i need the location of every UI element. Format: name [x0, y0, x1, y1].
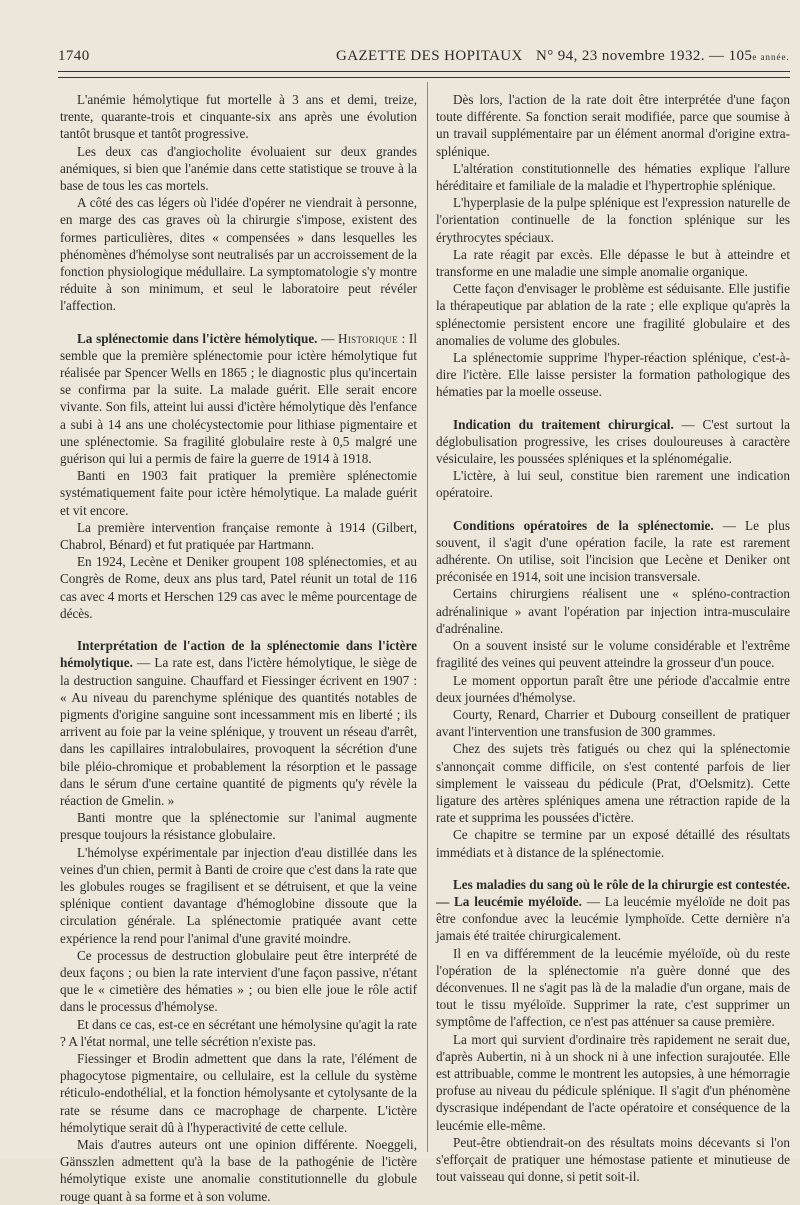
section-text: : Il semble que la première splénectomie pour ictère hémolytique fut réalisée par Spencer Wells en 1865 ; le diagnostic plus qu'incertain se confirma par la suite. La malade guérit. Elle serait encore vivante. Son fils, atteint lui aussi d'ictère hémolytique dès l'enfance a subi à 14 ans une cholécystectomie pour lithiase pigmentaire et une splénectomie. Sa fragilité globulaire reste à 0,5 malgré une guérison qui lui a permis de faire la guerre de 1914 à 1918. — [60, 330, 417, 467]
section-heading: Les maladies du sang où le rôle de la chirurgie est contestée. — La leucémie myéloïde. — [436, 876, 790, 909]
issue-line — [536, 48, 790, 65]
section-paragraph — [60, 637, 417, 809]
section-paragraph — [436, 416, 790, 468]
paragraph: Cette façon d'envisager le problème est séduisante. Elle justifie la thérapeutique par ablation de la rate ; elle explique qu'après la splénectomie persistent encore une fragilité globulaire et des anomalies de volume des globules. — [436, 281, 790, 348]
journal-title: GAZETTE DES HOPITAUX — [336, 48, 523, 64]
issue-date: N° 94, 23 novembre 1932. — 105 — [536, 48, 753, 64]
paragraph: Mais d'autres auteurs ont une opinion différente. Noeggeli, Gänsszlen admettent qu'à la base de la pathogénie de l'ictère hémolytique existe une anomalie constitutionnelle du globule rouge quant à sa forme et à son volume. — [60, 1136, 417, 1204]
paragraph: La rate réagit par excès. Elle dépasse le but à atteindre et transforme en une maladie une simple anomalie organique. — [436, 246, 790, 280]
section-paragraph — [436, 876, 790, 945]
issue-suffix: e année. — [752, 52, 790, 62]
paragraph: L'hyperplasie de la pulpe splénique est l'expression naturelle de l'orientation continuelle de la fonction splénique sur les érythrocytes spéciaux. — [436, 195, 790, 245]
paragraph: Dès lors, l'action de la rate doit être interprétée d'une façon toute différente. Sa fonction serait modifiée, parce que soumise à un travail supplémentaire par un élément anormal d'origine extra-splénique. — [436, 92, 790, 159]
paragraph: L'hémolyse expérimentale par injection d'eau distillée dans les veines d'un chien, permit à Banti de croire que c'est dans la rate que les globules rouges se fragilisent et se détruisent, et que la veine splénique contient davantage d'hémoglobine dissoute que la circulation générale. La splénectomie pratiquée avant cette expérience la rend pour l'animal d'une gravité moindre. — [60, 844, 418, 946]
paragraph: Fiessinger et Brodin admettent que dans la rate, l'élément de phagocytose pigmentaire, ou cellulaire, est la cellule du système réticulo-endothélial, et la fonction hémolysante et cytolysante de la rate se résume dans ce macrophage de charpente. L'ictère hémolytique serait dû à l'hyperactivité de cette cellule. — [60, 1050, 417, 1135]
header-rule-double — [58, 77, 790, 78]
section-heading: Interprétation de l'action de la splénectomie dans l'ictère hémolytique. — [60, 638, 417, 671]
left-column — [60, 91, 417, 1205]
paragraph: La splénectomie supprime l'hyper-réaction splénique, c'est-à-dire l'ictère. Elle laisse persister la formation pathologique des hématies par la moelle osseuse. — [436, 350, 790, 400]
paragraph: Peut-être obtiendrait-on des résultats moins décevants si l'on s'efforçait de pratiquer une hémostase patiente et minutieuse de tout vaisseau qui donne, si petit soit-il. — [436, 1134, 790, 1185]
page-header — [58, 42, 790, 64]
paragraph: L'ictère, à lui seul, constitue bien rarement une indication opératoire. — [436, 468, 790, 501]
paragraph: Banti en 1903 fait pratiquer la première splénectomie systématiquement faite pour ictère hémolytique. La malade guérit et vit encore. — [60, 468, 417, 518]
paragraph: Ce processus de destruction globulaire peut être interprété de deux façons ; ou bien la rate intervient d'une façon passive, n'étant que le « cimetière des hématies » ; ou bien elle joue le rôle actif dans le processus d'hémolyse. — [60, 947, 417, 1015]
section-text: — La rate est, dans l'ictère hémolytique, le siège de la destruction sanguine. Chauffard et Fiessinger écrivent en 1907 : « Au niveau du parenchyme splénique des quantités notables de pigments d'origine sanguine sont incessamment mis en liberté ; ils arrivent au foie par la veine splénique, y trouvent un réseau d'arrêt, dans les capillaires intralobulaires, provoquent la sécrétion d'une bile pléio-chromique et probablement la résorption et le passage dans le sérum d'une certaine quantité de pigments qu'y révèle la réaction de Gmelin. » — [60, 655, 417, 808]
paragraph: Banti montre que la splénectomie sur l'animal augmente presque toujours la résistance globulaire. — [60, 810, 417, 843]
column-separator — [427, 82, 428, 1152]
header-rule — [58, 71, 790, 72]
paragraph: On a souvent insisté sur le volume considérable et l'extrême fragilité des veines qui peuvent atteindre la grosseur d'un pouce. — [436, 638, 790, 671]
section-text: — Le plus souvent, il s'agit d'une opération facile, la rate est rarement adhérente. On utilise, soit l'incision que Lecène et Deniker ont préconisée en 1914, soit une incision transversale. — [436, 517, 790, 585]
paragraph: Chez des sujets très fatigués ou chez qui la splénectomie s'annonçait comme difficile, on s'est contenté parfois de lier simplement le vaisseau du pédicule (Prat, d'Oelsmitz). Cette ligature des artères spléniques amena une rétraction rapide de la rate et supprima les poussées d'ictère. — [436, 741, 790, 826]
section-paragraph — [436, 517, 790, 586]
paragraph: Et dans ce cas, est-ce en sécrétant une hémolysine qu'agit la rate ? A l'état normal, une telle sécrétion n'existe pas. — [60, 1016, 417, 1049]
right-column — [436, 91, 790, 1185]
section-heading: Indication du traitement chirurgical. — [453, 416, 674, 432]
subsection-label: Historique — [338, 330, 398, 346]
paragraph: La première intervention française remonte à 1914 (Gilbert, Chabrol, Bénard) et fut pratiquée par Hartmann. — [60, 519, 417, 553]
section-text: — La leucémie myéloïde ne doit pas être confondue avec la leucémie lymphoïde. Cette dernière n'a jamais été traitée chirurgicalement. — [436, 893, 790, 944]
paragraph: En 1924, Lecène et Deniker groupent 108 splénectomies, et au Congrès de Rome, deux ans plus tard, Patel réunit un total de 116 cas avec 4 morts et Herschen 129 cas avec le même pourcentage de décès. — [60, 554, 417, 621]
paragraph: Courty, Renard, Charrier et Dubourg conseillent de pratiquer avant l'intervention une transfusion de 300 grammes. — [436, 706, 790, 740]
section-text: — C'est surtout la déglobulisation progressive, les crises douloureuses à caractère vésiculaire, les poussées spléniques et la splénomégalie. — [436, 416, 790, 467]
section-heading: La splénectomie dans l'ictère hémolytique. — [77, 330, 318, 346]
paragraph: A côté des cas légers où l'idée d'opérer ne viendrait à personne, en marge des cas graves où la chirurgie s'impose, existent des formes particulières, dites « compensées » dans lesquelles les phénomènes d'hémolyse sont neutralisés par un accroissement de la fonction physiologique médullaire. La symptomatologie s'y montre réduite à son minimum, et seul le laboratoire peut révéler l'affection. — [60, 195, 417, 314]
section-heading: Conditions opératoires de la splénectomie. — [453, 517, 714, 533]
paragraph: Ce chapitre se termine par un exposé détaillé des résultats immédiats et à distance de la splénectomie. — [436, 827, 790, 860]
paragraph: L'altération constitutionnelle des hématies explique l'allure héréditaire et familiale de la maladie et l'hypertrophie splénique. — [436, 160, 790, 194]
section-paragraph: La splénectomie dans l'ictère hémolytique. — Historique : Il semble que la première splénectomie pour ictère hémolytique fut réalisée par Spencer Wells en 1865 ; le diagnostic plus qu'incertain se confirma par la suite. La malade guérit. Elle serait encore vivante. Son fils, atteint lui aussi d'ictère hémolytique dès l'enfance a subi à 14 ans une cholécystectomie pour lithiase pigmentaire et une splénectomie. Sa fragilité globulaire reste à 0,5 malgré une guérison qui lui a permis de faire la guerre de 1914 à 1918. — [60, 330, 417, 467]
page-number: 1740 — [58, 48, 90, 64]
paragraph: Le moment opportun paraît être une période d'accalmie entre deux journées d'hémolyse. — [436, 672, 790, 705]
paragraph: Les deux cas d'angiocholite évoluaient sur deux grandes anémiques, si bien que l'anémie dans cette statistique se trouve à la base de tous les cas mortels. — [60, 143, 417, 194]
paragraph: Il en va différemment de la leucémie myéloïde, où du reste l'opération de la splénectomie n'a guère donné que des déconvenues. Il ne s'agit pas là de la maladie d'un organe, mais de tout le tissu myéloïde. Supprimer la rate, c'est supprimer un symptôme de l'affection, ce n'est pas atténuer sa cause première. — [436, 945, 790, 1030]
paragraph: La mort qui survient d'ordinaire très rapidement ne serait due, d'après Aubertin, ni à un shock ni à une infection surajoutée. Elle est attribuable, comme le montrent les autopsies, à une hémorragie profuse au niveau du pédicule splénique. Il s'agit d'un phénomène dyscrasique indépendant de l'acte opératoire et conséquence de la leucémie elle-même. — [436, 1031, 790, 1133]
paragraph: L'anémie hémolytique fut mortelle à 3 ans et demi, treize, trente, quarante-trois et cinquante-six ans après une évolution tantôt brusque et tantôt progressive. — [60, 92, 417, 142]
paragraph: Certains chirurgiens réalisent une « spléno-contraction adrénalinique » avant l'opération par injection intra-musculaire d'adrénaline. — [436, 586, 790, 636]
